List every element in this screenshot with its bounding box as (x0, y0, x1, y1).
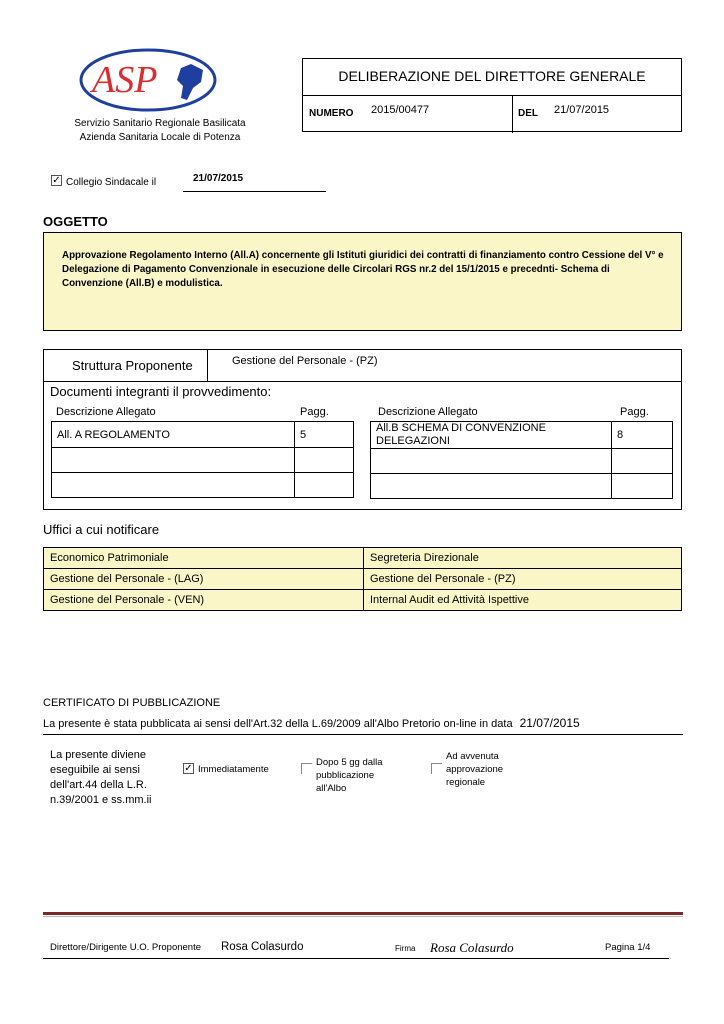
table-row (371, 422, 673, 449)
ufficio-cell: Gestione del Personale - (LAG) (44, 569, 364, 590)
ufficio-cell: Segreteria Direzionale (364, 548, 682, 569)
org-line-1: Servizio Sanitario Regionale Basilicata (74, 118, 246, 129)
deliberazione-box (302, 58, 682, 132)
numero-label: NUMERO (309, 108, 354, 119)
svg-text:ASP: ASP (92, 59, 158, 101)
footer-underline (43, 958, 669, 959)
del-label: DEL (518, 108, 538, 119)
asp-logo (78, 46, 218, 116)
table-row (44, 569, 682, 590)
allegato-desc (52, 473, 295, 498)
numero-value: 2015/00477 (371, 104, 430, 116)
ufficio-cell: Gestione del Personale - (PZ) (364, 569, 682, 590)
allegato-pagg (295, 448, 354, 473)
table-row (371, 449, 673, 474)
del-value: 21/07/2015 (554, 104, 610, 116)
oggetto-heading: OGGETTO (43, 214, 108, 229)
ufficio-cell: Internal Audit ed Attività Ispettive (364, 590, 682, 611)
documenti-heading: Documenti integranti il provvedimento: (50, 384, 272, 399)
dopo-5gg-checkbox[interactable] (301, 763, 312, 774)
certificato-sentence: La presente è stata pubblicata ai sensi dell'Art.32 della L.69/2009 all'Albo Pretorio on-line in data (43, 718, 513, 730)
collegio-date-underline (183, 191, 326, 192)
uffici-heading: Uffici a cui notificare (43, 522, 160, 537)
documenti-box (43, 349, 682, 510)
immediatamente-label: Immediatamente (198, 764, 269, 775)
footer-bar (43, 912, 683, 915)
certificato-text (43, 716, 580, 730)
allegato-desc: All.B SCHEMA DI CONVENZIONE DELEGAZIONI (371, 422, 612, 449)
ufficio-cell: Gestione del Personale - (VEN) (44, 590, 364, 611)
oggetto-box (43, 232, 682, 331)
collegio-label: Collegio Sindacale il (66, 177, 157, 188)
deliberazione-title: DELIBERAZIONE DEL DIRETTORE GENERALE (338, 68, 646, 84)
allegato-pagg: 8 (612, 422, 673, 449)
certificato-heading: CERTIFICATO DI PUBBLICAZIONE (43, 697, 221, 709)
allegato-pagg (612, 474, 673, 499)
table-row (44, 590, 682, 611)
table-row (52, 473, 354, 498)
struttura-value-cell (207, 350, 681, 382)
esecutivita-intro: La presente diviene eseguibile ai sensi dell'art.44 della L.R. n.39/2001 e ss.mm.ii (50, 749, 152, 806)
certificato-date: 21/07/2015 (519, 716, 580, 730)
firma-label: Firma (395, 944, 416, 953)
table-row (52, 422, 354, 448)
immediatamente-checkbox[interactable]: ✓ (184, 763, 193, 774)
allegato-desc: All. A REGOLAMENTO (52, 422, 295, 448)
allegato-desc (371, 449, 612, 474)
ufficio-cell: Economico Patrimoniale (44, 548, 364, 569)
allegato-desc (371, 474, 612, 499)
collegio-checkbox[interactable]: ✓ (52, 175, 61, 186)
struttura-label: Struttura Proponente (72, 358, 193, 373)
footer-name: Rosa Colasurdo (221, 941, 304, 953)
col-desc-left: Descrizione Allegato (56, 406, 156, 418)
approvazione-label: Ad avvenuta approvazione regionale (446, 751, 504, 788)
allegato-pagg (295, 473, 354, 498)
uffici-table (43, 547, 682, 611)
oggetto-text: Approvazione Regolamento Interno (All.A) concernente gli Istituti giuridici dei contratti di finanziamento contro Cessione del V° e Delegazione di Pagamento Convenzionale in esecuzione delle Circolari RGS nr.2 del 15/1/2015 e precednti- Schema di Convenzione (All.B) e modulistica. (62, 250, 664, 289)
allegati-table-left (51, 421, 354, 498)
dopo-5gg-label: Dopo 5 gg dalla pubblicazione all'Albo (316, 757, 383, 794)
struttura-value: Gestione del Personale - (PZ) (232, 355, 378, 367)
approvazione-checkbox[interactable] (431, 763, 442, 774)
collegio-date: 21/07/2015 (193, 173, 244, 184)
struttura-label-cell (44, 350, 208, 382)
divider (43, 734, 683, 735)
allegato-desc (52, 448, 295, 473)
org-line-2: Azienda Sanitaria Locale di Potenza (79, 132, 241, 143)
footer-bar-shadow (43, 916, 683, 917)
col-pagg-left: Pagg. (300, 406, 329, 418)
footer-role: Direttore/Dirigente U.O. Proponente (50, 942, 202, 953)
page-number: Pagina 1/4 (605, 942, 651, 953)
table-row (371, 474, 673, 499)
allegati-table-right (370, 421, 673, 499)
allegato-pagg: 5 (295, 422, 354, 448)
col-pagg-right: Pagg. (620, 406, 649, 418)
allegato-pagg (612, 449, 673, 474)
table-row (44, 548, 682, 569)
col-desc-right: Descrizione Allegato (378, 406, 478, 418)
signature: Rosa Colasurdo (430, 940, 514, 955)
table-row (52, 448, 354, 473)
